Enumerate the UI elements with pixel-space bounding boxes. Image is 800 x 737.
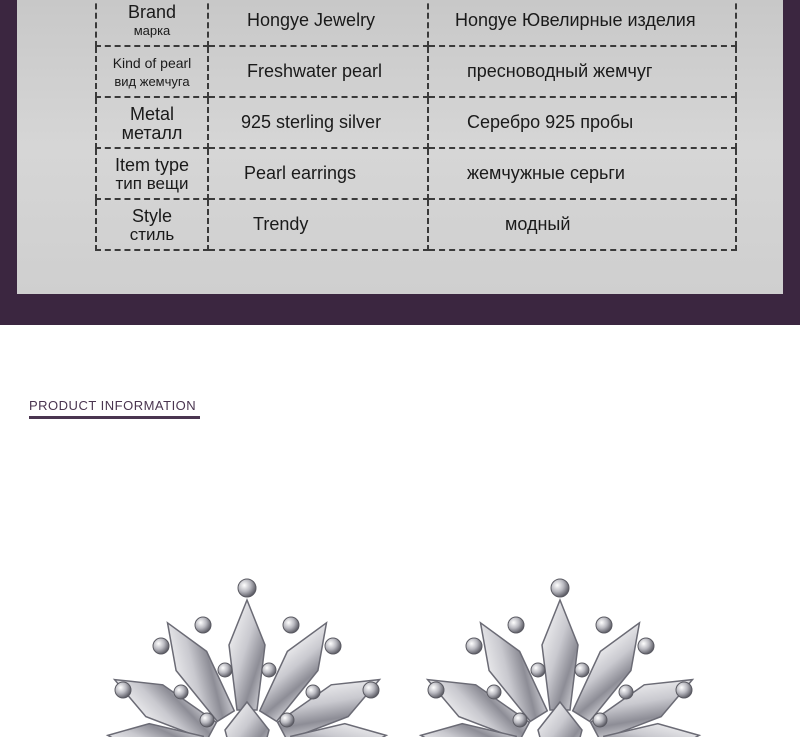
label-ru: тип вещи	[115, 173, 189, 193]
label-ru: марка	[133, 22, 171, 38]
table-row	[96, 46, 736, 97]
label-en: Kind of pearl	[112, 54, 192, 71]
label-en: Metal	[129, 103, 174, 124]
table-row	[96, 97, 736, 148]
spec-band	[0, 0, 800, 325]
row-value-en	[208, 148, 428, 199]
section-underline	[29, 416, 200, 419]
value-en: 925 sterling silver	[241, 112, 382, 132]
value-en: Trendy	[253, 214, 309, 234]
label-ru: вид жемчуга	[114, 73, 190, 89]
earring-photo-icon	[60, 560, 760, 737]
row-label	[96, 199, 208, 250]
value-ru: жемчужные серьги	[467, 163, 625, 183]
row-value-ru	[428, 0, 736, 46]
value-en: Pearl earrings	[244, 163, 357, 183]
table-row	[96, 148, 736, 199]
row-label	[96, 97, 208, 148]
spec-table	[95, 0, 737, 251]
row-value-ru	[428, 199, 736, 250]
value-ru: модный	[505, 214, 571, 234]
value-ru: пресноводный жемчуг	[467, 61, 653, 81]
row-value-en	[208, 199, 428, 250]
label-en: Item type	[114, 154, 190, 175]
row-value-en	[208, 46, 428, 97]
table-row	[96, 199, 736, 250]
label-en: Brand	[127, 1, 177, 22]
row-value-ru	[428, 46, 736, 97]
label-en: Style	[131, 205, 173, 226]
row-value-en	[208, 97, 428, 148]
row-label	[96, 0, 208, 46]
value-en: Hongye Jewelry	[247, 10, 376, 30]
label-ru: металл	[121, 122, 183, 143]
value-ru: Серебро 925 пробы	[467, 112, 634, 132]
row-value-ru	[428, 148, 736, 199]
spec-card	[17, 0, 783, 294]
row-value-ru	[428, 97, 736, 148]
label-ru: стиль	[129, 224, 175, 244]
section-title: PRODUCT INFORMATION	[29, 398, 197, 413]
row-label	[96, 148, 208, 199]
row-label	[96, 46, 208, 97]
value-ru: Hongye Ювелирные изделия	[455, 10, 696, 30]
row-value-en	[208, 0, 428, 46]
value-en: Freshwater pearl	[247, 61, 383, 81]
table-row	[96, 0, 736, 46]
